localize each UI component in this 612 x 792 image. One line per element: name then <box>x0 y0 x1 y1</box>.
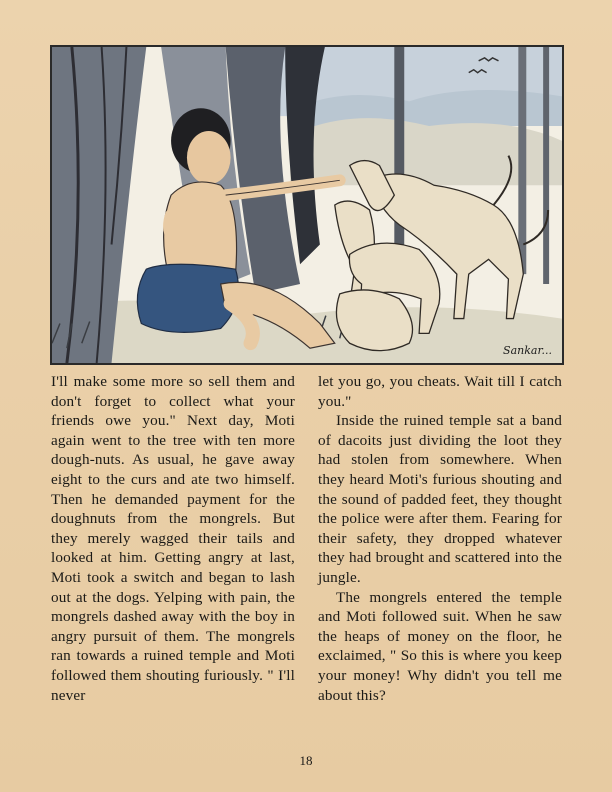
story-paragraph: let you go, you cheats. Wait till I catch you." <box>318 373 562 410</box>
story-paragraph: Inside the ruined temple sat a band of dacoits just dividing the loot they had stolen from somewhere. When they heard Moti's furious shouting and the sound of padded feet, they thought the police were after them. Fearing for their safety, they dropped whatever they had brought and scattered into the jungle. <box>318 412 562 586</box>
story-paragraph: I'll make some more so sell them and don't forget to collect what your friends owe you." Next day, Moti again went to the tree with ten more dough-nuts. As usual, he gave away eight to the curs and ate two himself. Then he demanded payment for the doughnuts from the mongrels. But they merely wagged their tails and looked at him. Getting angry at last, Moti took a switch and began to lash out at the dogs. Yelping with pain, the mongrels dashed away with the boy in angry pursuit of them. The mongrels ran towards a ruined temple and Moti followed them shouting furiously. " I'll never <box>51 373 295 704</box>
boy-feeding-dogs-picture <box>52 47 562 363</box>
illustrator-signature: Sankar... <box>503 344 552 357</box>
left-text-column <box>51 372 295 705</box>
story-paragraph: The mongrels entered the temple and Moti followed suit. When he saw the heaps of money on the floor, he exclaimed, " So this is where you keep your money! Why didn't you tell me about this? <box>318 588 562 704</box>
story-illustration <box>50 45 564 365</box>
right-text-column <box>318 372 562 705</box>
page-number: 18 <box>299 753 313 768</box>
